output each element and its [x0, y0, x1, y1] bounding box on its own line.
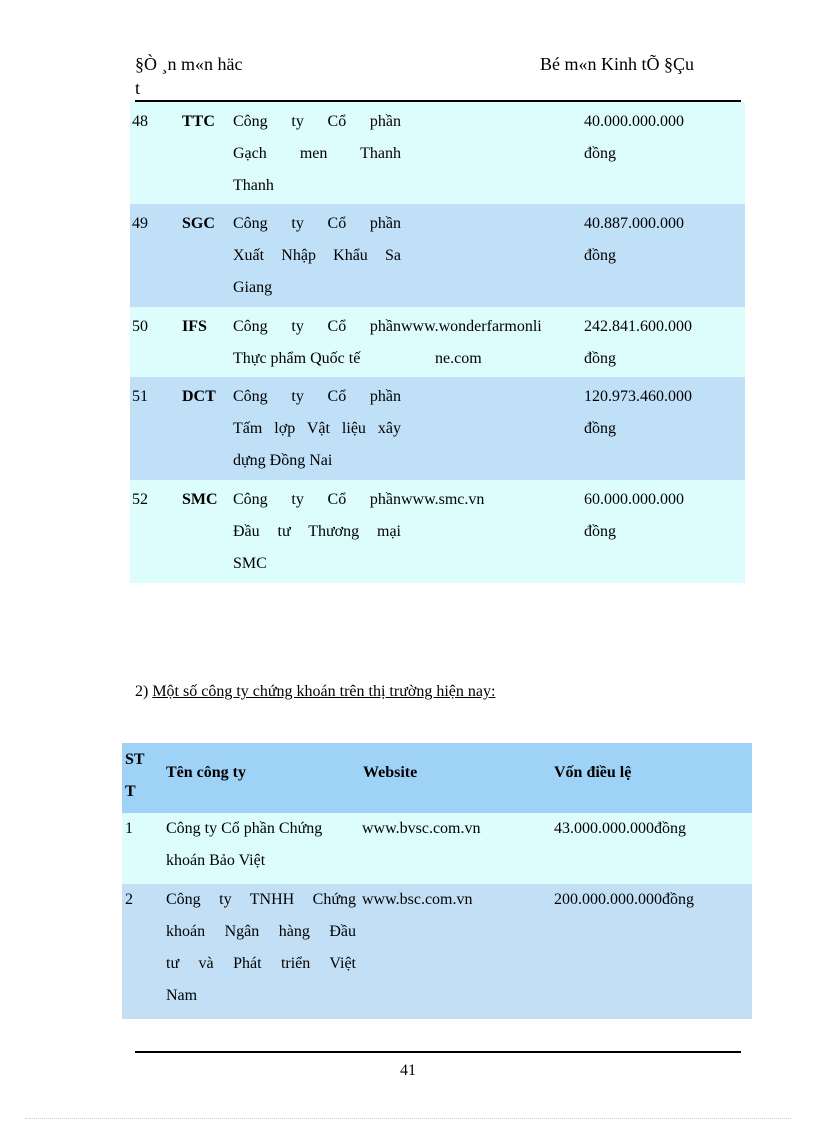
- company-name-line: Công ty Cổ phần: [233, 318, 401, 335]
- capital-line: 242.841.600.000: [584, 318, 692, 335]
- company-name-line: Công ty Cổ phần Chứng: [166, 820, 323, 837]
- table-row: [122, 884, 752, 1019]
- stock-code: SMC: [182, 491, 218, 508]
- company-name-line: Công ty Cổ phần: [233, 113, 401, 130]
- company-name-line: Thanh: [233, 177, 274, 194]
- company-website[interactable]: www.bsc.com.vn: [362, 891, 473, 908]
- row-number: 51: [132, 388, 148, 405]
- column-header-capital: Vốn điều lệ: [554, 764, 632, 781]
- stock-code: SGC: [182, 215, 215, 232]
- column-header-website: Website: [363, 764, 418, 781]
- charter-capital: 200.000.000.000đồng: [554, 891, 694, 908]
- company-name-line: dựng Đồng Nai: [233, 452, 333, 469]
- company-name-line: Nam: [166, 987, 198, 1004]
- table-header-row: [122, 743, 752, 813]
- company-name: [166, 884, 356, 1012]
- website-line: www.wonderfarmonli: [401, 318, 542, 335]
- column-header-stt: [125, 744, 159, 808]
- company-name-line: khoán Bảo Việt: [166, 852, 266, 869]
- column-header-company: Tên công ty: [166, 764, 246, 781]
- table-row: [130, 377, 745, 480]
- charter-capital: [584, 208, 744, 272]
- capital-line: đồng: [584, 145, 616, 162]
- company-name-line: Giang: [233, 279, 273, 296]
- section-number: 2): [135, 683, 153, 700]
- charter-capital: [584, 484, 744, 548]
- capital-line: 60.000.000.000: [584, 491, 684, 508]
- company-name: [233, 208, 401, 304]
- row-number: 52: [132, 491, 148, 508]
- capital-line: 120.973.460.000: [584, 388, 692, 405]
- row-number: 48: [132, 113, 148, 130]
- section-title: Một số công ty chứng khoán trên thị trường hiện nay:: [152, 683, 496, 700]
- table-row: [130, 307, 745, 377]
- company-name: [233, 106, 401, 202]
- company-name-line: Công ty Cổ phần: [233, 215, 401, 232]
- company-name-line: Tấm lợp Vật liệu xây: [233, 420, 401, 437]
- row-number: 49: [132, 215, 148, 232]
- row-number: 50: [132, 318, 148, 335]
- row-number: 2: [125, 891, 133, 908]
- charter-capital: 43.000.000.000đồng: [554, 820, 686, 837]
- charter-capital: [584, 381, 744, 445]
- company-website[interactable]: [401, 311, 581, 375]
- company-website[interactable]: www.bvsc.com.vn: [362, 820, 481, 837]
- company-name-line: Công ty Cổ phần: [233, 491, 401, 508]
- table-row: [130, 480, 745, 583]
- footer-rule: [135, 1051, 741, 1053]
- stock-code: TTC: [182, 113, 215, 130]
- column-header-stt-line: ST: [125, 751, 145, 768]
- running-header-left-line1: §Ò ¸n m«n häc: [135, 54, 243, 74]
- stock-code: IFS: [182, 318, 207, 335]
- company-name-line: Công ty Cổ phần: [233, 388, 401, 405]
- table-row: [122, 813, 752, 884]
- company-name-line: Thực phẩm Quốc tế: [233, 350, 361, 367]
- website-line: ne.com: [435, 350, 482, 367]
- website-line: www.smc.vn: [401, 491, 485, 508]
- running-header-left: [135, 52, 285, 100]
- capital-line: 40.000.000.000: [584, 113, 684, 130]
- capital-line: 40.887.000.000: [584, 215, 684, 232]
- company-name-line: Xuất Nhập Khẩu Sa: [233, 247, 401, 264]
- page-number: 41: [400, 1062, 416, 1079]
- running-header-right: Bé m«n Kinh tÕ §Çu: [540, 54, 695, 74]
- company-name-line: Công ty TNHH Chứng: [166, 891, 356, 908]
- section-heading: [135, 680, 495, 704]
- company-name-line: Gạch men Thanh: [233, 145, 401, 162]
- charter-capital: [584, 311, 744, 375]
- running-header-left-line2: t: [135, 78, 141, 98]
- company-name: [233, 484, 401, 580]
- capital-line: đồng: [584, 420, 616, 437]
- company-name: [166, 813, 358, 877]
- company-name-line: SMC: [233, 555, 267, 572]
- stock-code: DCT: [182, 388, 216, 405]
- capital-line: đồng: [584, 247, 616, 264]
- company-name: [233, 381, 401, 477]
- table-row: [130, 102, 745, 204]
- company-website[interactable]: [401, 484, 581, 516]
- capital-line: đồng: [584, 523, 616, 540]
- company-name-line: Đầu tư Thương mại: [233, 523, 401, 540]
- charter-capital: [584, 106, 744, 170]
- company-name-line: khoán Ngân hàng Đầu: [166, 923, 356, 940]
- company-name-line: tư và Phát triển Việt: [166, 955, 356, 972]
- table-row: [130, 204, 745, 307]
- column-header-stt-line: T: [125, 783, 136, 800]
- page-edge-divider: [25, 1118, 791, 1119]
- company-name: [233, 311, 401, 375]
- row-number: 1: [125, 820, 133, 837]
- capital-line: đồng: [584, 350, 616, 367]
